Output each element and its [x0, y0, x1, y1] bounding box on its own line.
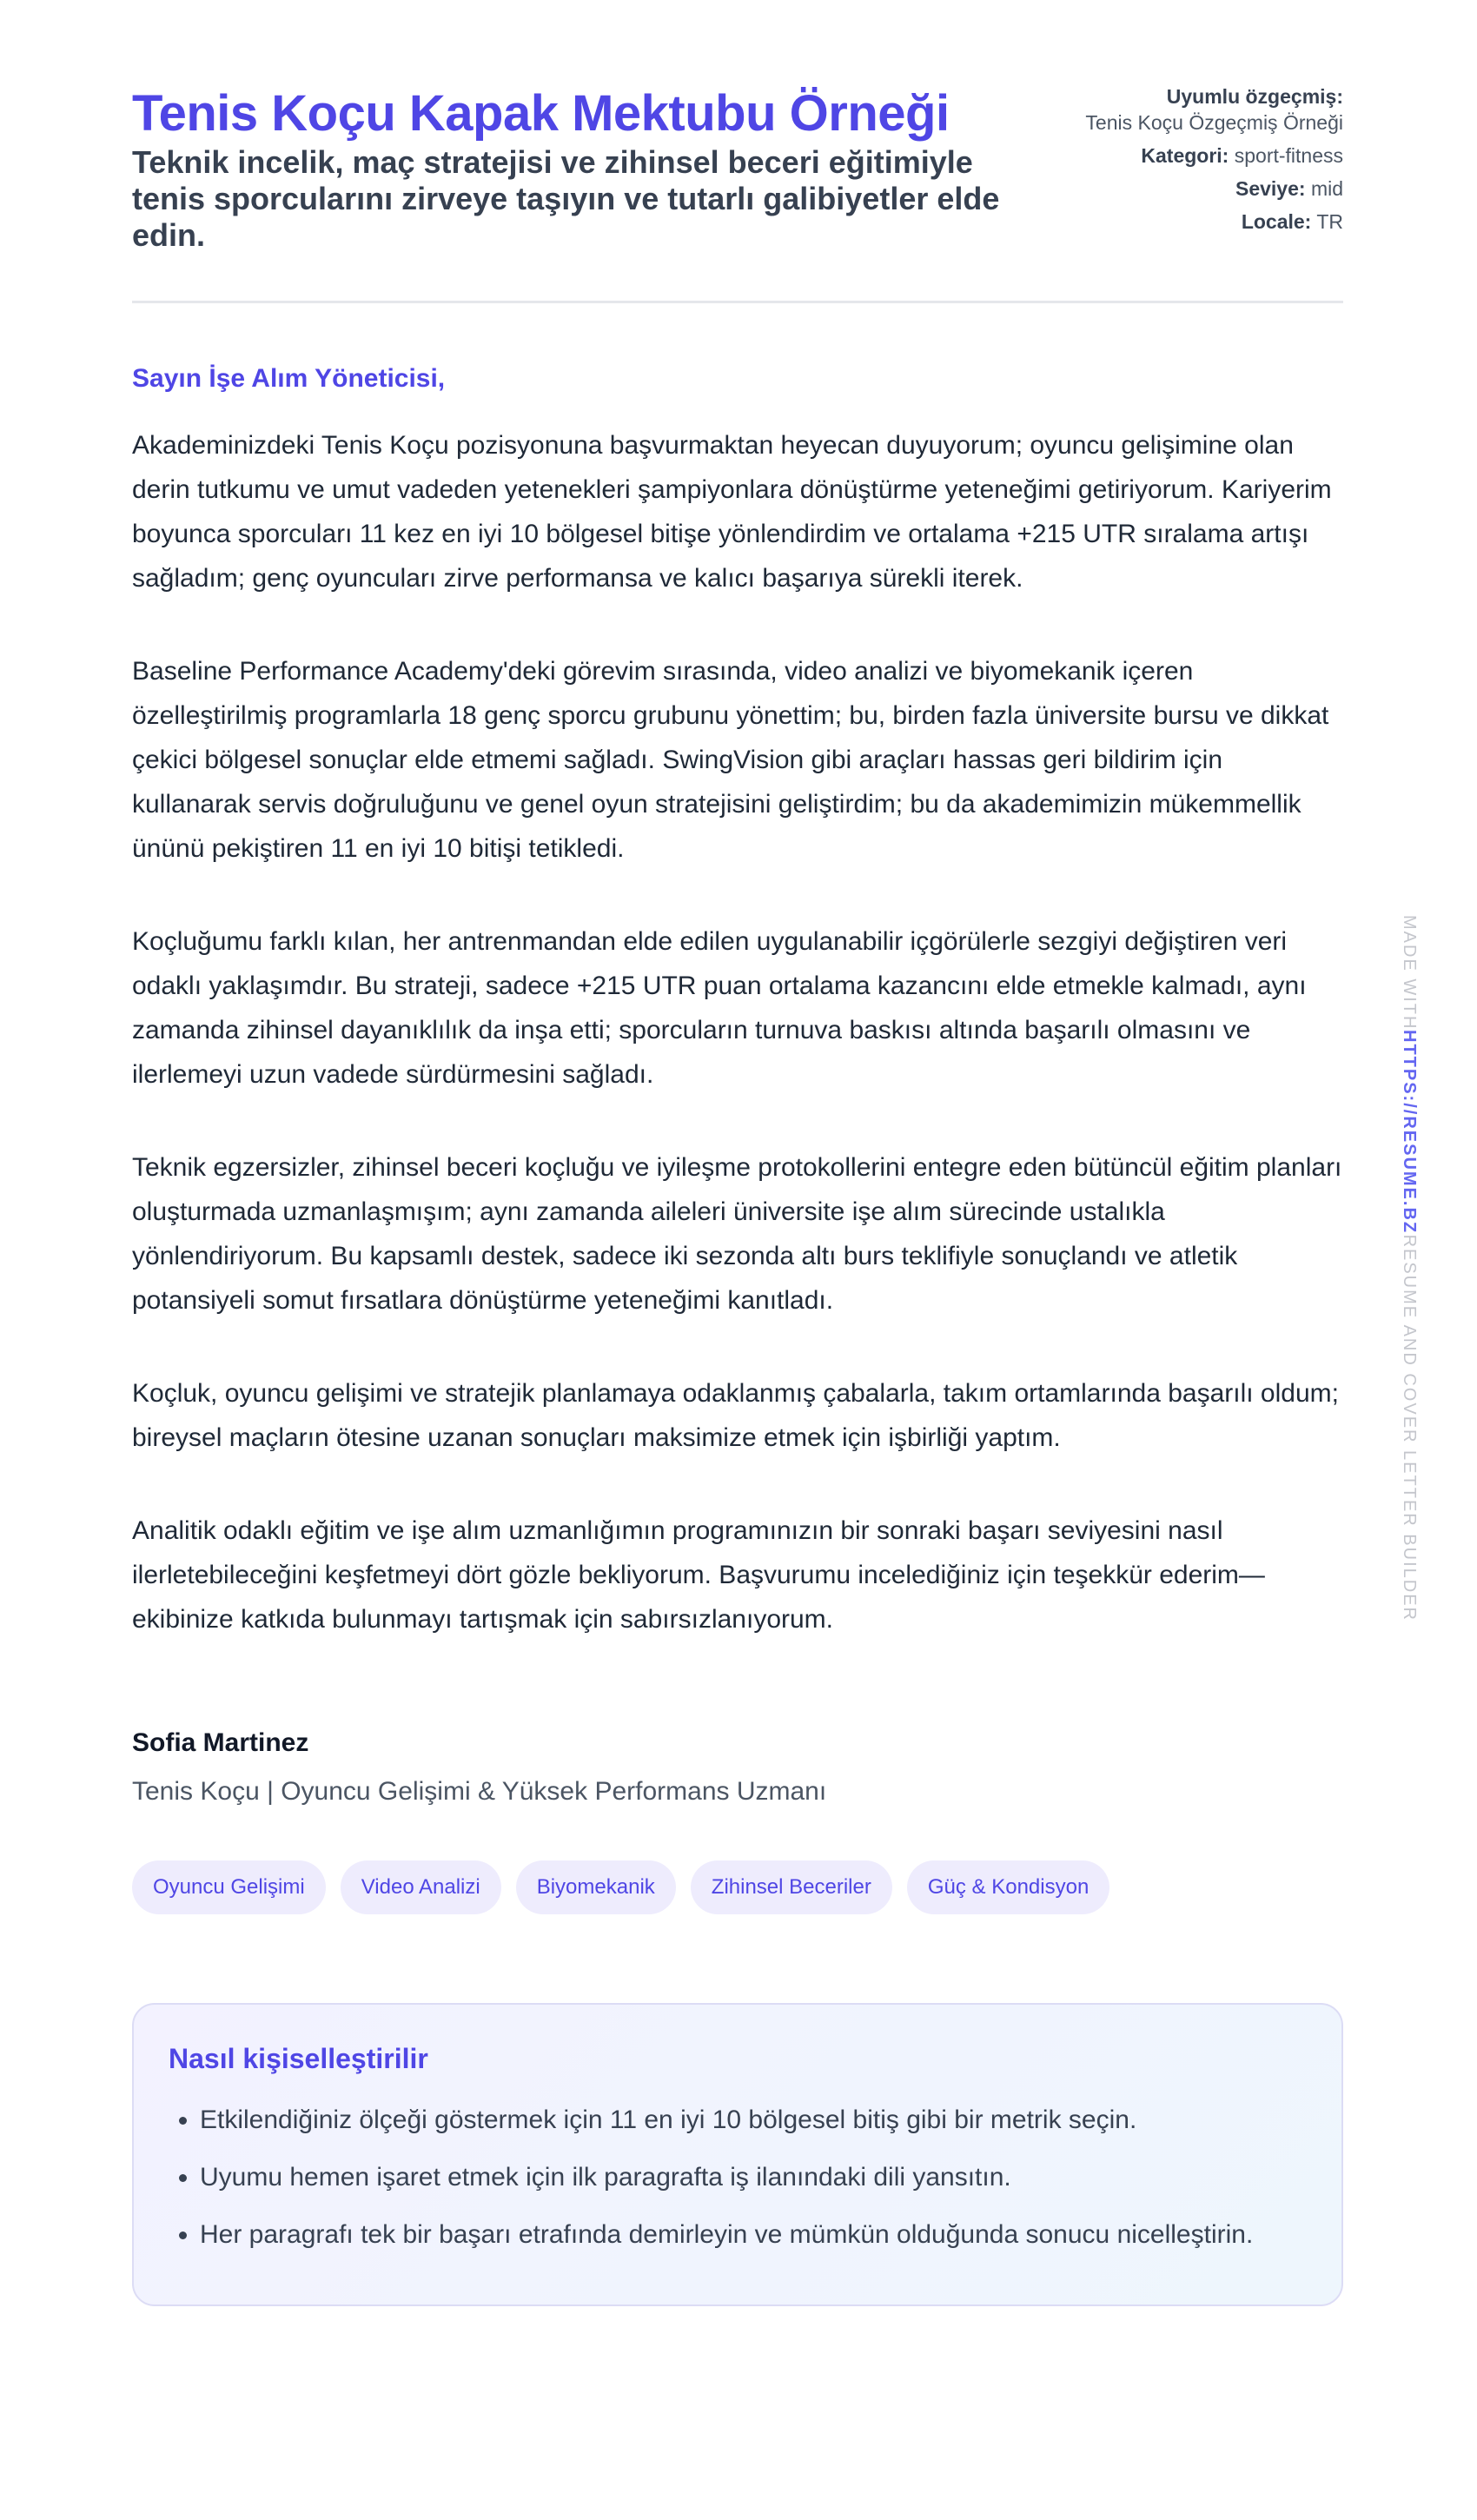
meta-info — [1083, 83, 1343, 242]
meta-value: mid — [1310, 177, 1343, 200]
tip-item: • Uyumu hemen işaret etmek için ilk paragrafta iş ilanındaki dili yansıtın. — [200, 2155, 1307, 2199]
signer-name: Sofia Martinez — [132, 1728, 309, 1757]
meta-label: Uyumlu özgeçmiş: — [1166, 85, 1343, 108]
tips-title: Nasıl kişiselleştirilir — [169, 2043, 428, 2074]
meta-category — [1083, 143, 1343, 169]
watermark-link[interactable]: HTTPS://RESUME.BZ — [1400, 1030, 1419, 1235]
tip-item: • Her paragrafı tek bir başarı etrafında demirleyin ve mümkün olduğunda sonucu nicelleştirin. — [200, 2212, 1307, 2257]
letter-paragraph: Teknik egzersizler, zihinsel beceri koçluğu ve iyileşme protokollerini entegre eden bütüncül eğitim planları oluşturmada uzmanlaşmışım; aynı zamanda aileleri üniversite işe alım sürecinde ustalıkla yönlendiriyorum. Bu kapsamlı destek, sadece iki sezonda altı burs teklifiyle sonuçlandı ve atletik potansiyeli somut fırsatlara dönüştürme yeteneğimi kanıtladı. — [132, 1153, 1342, 1315]
letter-paragraph: Analitik odaklı eğitim ve işe alım uzmanlığımın programınızın bir sonraki başarı seviyesini nasıl ilerletebileceğini keşfetmeyi dört gözle bekliyorum. Başvurumu incelediğiniz için teşekkür ederim—ekibinize katkıda bulunmayı tartışmak için sabırsızlanıyorum. — [132, 1516, 1265, 1634]
page-title: Tenis Koçu Kapak Mektubu Örneği — [132, 85, 950, 142]
skill-tag: Oyuncu Gelişimi — [132, 1860, 326, 1914]
meta-value: sport-fitness — [1234, 144, 1343, 167]
skill-tag: Güç & Kondisyon — [907, 1860, 1109, 1914]
skill-tags — [132, 1860, 1343, 1914]
watermark — [1399, 915, 1419, 1621]
meta-level — [1083, 176, 1343, 202]
meta-label: Seviye: — [1235, 177, 1306, 200]
letter-paragraph: Koçluğumu farklı kılan, her antrenmandan elde edilen uygulanabilir içgörülerle sezgiyi değiştiren veri odaklı yaklaşımdır. Bu strateji, sadece +215 UTR puan ortalama kazancını elde etmekle kalmadı, aynı zamanda zihinsel dayanıklılık da inşa etti; sporcuların turnuva baskısı altında başarılı olmasını ve ilerlemeyi uzun vadede sürdürmesini sağladı. — [132, 927, 1307, 1089]
meta-compatible — [1083, 83, 1343, 136]
tips-list — [169, 2098, 1307, 2257]
compatible-resume-link[interactable]: Tenis Koçu Özgeçmiş Örneği — [1085, 111, 1343, 134]
letter-paragraph: Baseline Performance Academy'deki görevim sırasında, video analizi ve biyomekanik içeren özelleştirilmiş programlarla 18 genç sporcu grubunu yönettim; bu, birden fazla üniversite bursu ve dikkat çekici bölgesel sonuçlar elde etmemi sağladı. SwingVision gibi araçları hassas geri bildirim için kullanarak servis doğruluğunu ve genel oyun stratejisini geliştirdim; bu da akademimizin mükemmellik ününü pekiştiren 11 en iyi 10 bitişi tetikledi. — [132, 657, 1329, 863]
signer-role: Tenis Koçu | Oyuncu Gelişimi & Yüksek Performans Uzmanı — [132, 1777, 827, 1806]
meta-value: TR — [1316, 210, 1343, 233]
page-subtitle: Teknik incelik, maç stratejisi ve zihinsel beceri eğitimiyle tenis sporcularını zirveye taşıyın ve tutarlı galibiyetler elde edin. — [132, 144, 1000, 253]
skill-tag: Biyomekanik — [516, 1860, 676, 1914]
tip-item: • Etkilendiğiniz ölçeği göstermek için 11 en iyi 10 bölgesel bitiş gibi bir metrik seçin. — [200, 2098, 1307, 2142]
meta-label: Kategori: — [1141, 144, 1229, 167]
watermark-suffix: RESUME AND COVER LETTER BUILDER — [1400, 1234, 1419, 1621]
skill-tag: Video Analizi — [341, 1860, 501, 1914]
page-header — [132, 0, 1343, 303]
skill-tag: Zihinsel Beceriler — [691, 1860, 892, 1914]
meta-label: Locale: — [1241, 210, 1312, 233]
letter-paragraph: Koçluk, oyuncu gelişimi ve stratejik planlamaya odaklanmış çabalarla, takım ortamlarında başarılı oldum; bireysel maçların ötesine uzanan sonuçları maksimize etmek için işbirliği yaptım. — [132, 1379, 1339, 1452]
meta-locale — [1083, 209, 1343, 235]
customization-tips-box — [132, 2003, 1343, 2306]
letter-paragraph: Akademinizdeki Tenis Koçu pozisyonuna başvurmaktan heyecan duyuyorum; oyuncu gelişimine olan derin tutkumu ve umut vadeden yetenekleri şampiyonlara dönüştürme yeteneğimi getiriyorum. Kariyerim boyunca sporcuları 11 kez en iyi 10 bölgesel bitişe yönlendirdim ve ortalama +215 UTR sıralama artışı sağladım; genç oyuncuları zirve performansa ve kalıcı başarıya sürekli iterek. — [132, 431, 1332, 593]
watermark-prefix: MADE WITH — [1400, 915, 1419, 1031]
cover-letter-page — [132, 0, 1343, 2306]
salutation: Sayın İşe Alım Yöneticisi, — [132, 364, 446, 393]
